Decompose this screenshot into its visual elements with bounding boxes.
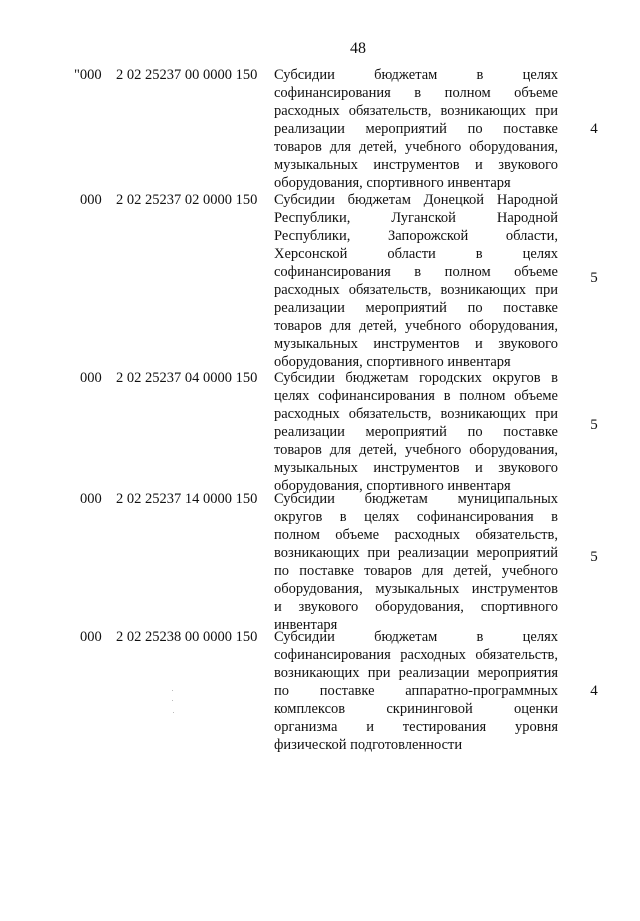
description-line: округов в целях софинансирования в (274, 509, 558, 525)
description-line: возникающих при реализации мероприятия (274, 665, 558, 681)
description-line: инвентаря (274, 617, 338, 633)
description-line: и звукового оборудования, спортивного (274, 599, 558, 615)
description-line: организма и тестирования уровня (274, 719, 558, 735)
description-line: Субсидии бюджетам в целях (274, 629, 558, 645)
description-line: оборудования, музыкальных инструментов (274, 581, 558, 597)
admin-code: 000 (80, 370, 102, 386)
description-line: музыкальных инструментов и звукового (274, 157, 558, 173)
description-line: музыкальных инструментов и звукового (274, 336, 558, 352)
budget-code: 2 02 25237 14 0000 150 (116, 491, 258, 507)
description-line: комплексов скрининговой оценки (274, 701, 558, 717)
description-line: Субсидии бюджетам Донецкой Народной (274, 192, 558, 208)
description-line: реализации мероприятий по поставке (274, 300, 558, 316)
budget-code: 2 02 25237 02 0000 150 (116, 192, 258, 208)
description-line: музыкальных инструментов и звукового (274, 460, 558, 476)
row-description (274, 490, 558, 634)
row-description (274, 628, 558, 754)
description-line: оборудования, спортивного инвентаря (274, 175, 511, 191)
amount-value: 5 (590, 549, 598, 565)
description-line: полном объеме расходных обязательств, (274, 527, 558, 543)
budget-code: 2 02 25237 00 0000 150 (116, 67, 258, 83)
description-line: оборудования, спортивного инвентаря (274, 478, 511, 494)
amount-value: 4 (590, 121, 598, 137)
description-line: возникающих при реализации мероприятий (274, 545, 558, 561)
description-line: по поставке товаров для детей, учебного (274, 563, 558, 579)
description-line: реализации мероприятий по поставке (274, 424, 558, 440)
description-line: товаров для детей, учебного оборудования, (274, 139, 558, 155)
description-line: расходных обязательств, возникающих при (274, 406, 558, 422)
description-line: товаров для детей, учебного оборудования, (274, 318, 558, 334)
description-line: реализации мероприятий по поставке (274, 121, 558, 137)
amount-value: 4 (590, 683, 598, 699)
admin-code: "000 (74, 67, 102, 83)
description-line: Республики, Запорожской области, (274, 228, 558, 244)
amount-value: 5 (590, 417, 598, 433)
row-description (274, 369, 558, 495)
description-line: расходных обязательств, возникающих при (274, 103, 558, 119)
admin-code: 000 (80, 491, 102, 507)
scan-speck (172, 700, 173, 701)
description-line: Субсидии бюджетам в целях (274, 67, 558, 83)
description-line: по поставке аппаратно-программных (274, 683, 558, 699)
scan-speck (172, 690, 173, 691)
description-line: софинансирования расходных обязательств, (274, 647, 558, 663)
description-line: физической подготовленности (274, 737, 463, 753)
description-line: расходных обязательств, возникающих при (274, 282, 558, 298)
description-line: софинансирования в полном объеме (274, 264, 558, 280)
page-number: 48 (350, 40, 366, 57)
description-line: Херсонской области в целях (274, 246, 558, 262)
budget-code: 2 02 25238 00 0000 150 (116, 629, 258, 645)
admin-code: 000 (80, 629, 102, 645)
admin-code: 000 (80, 192, 102, 208)
description-line: товаров для детей, учебного оборудования, (274, 442, 558, 458)
description-line: оборудования, спортивного инвентаря (274, 354, 511, 370)
description-line: Субсидии бюджетам городских округов в (274, 370, 558, 386)
amount-value: 5 (590, 270, 598, 286)
description-line: софинансирования в полном объеме (274, 85, 558, 101)
description-line: целях софинансирования в полном объеме (274, 388, 558, 404)
scan-speck (173, 712, 174, 713)
description-line: Субсидии бюджетам муниципальных (274, 491, 558, 507)
row-description (274, 191, 558, 371)
description-line: Республики, Луганской Народной (274, 210, 558, 226)
row-description (274, 66, 558, 192)
budget-code: 2 02 25237 04 0000 150 (116, 370, 258, 386)
